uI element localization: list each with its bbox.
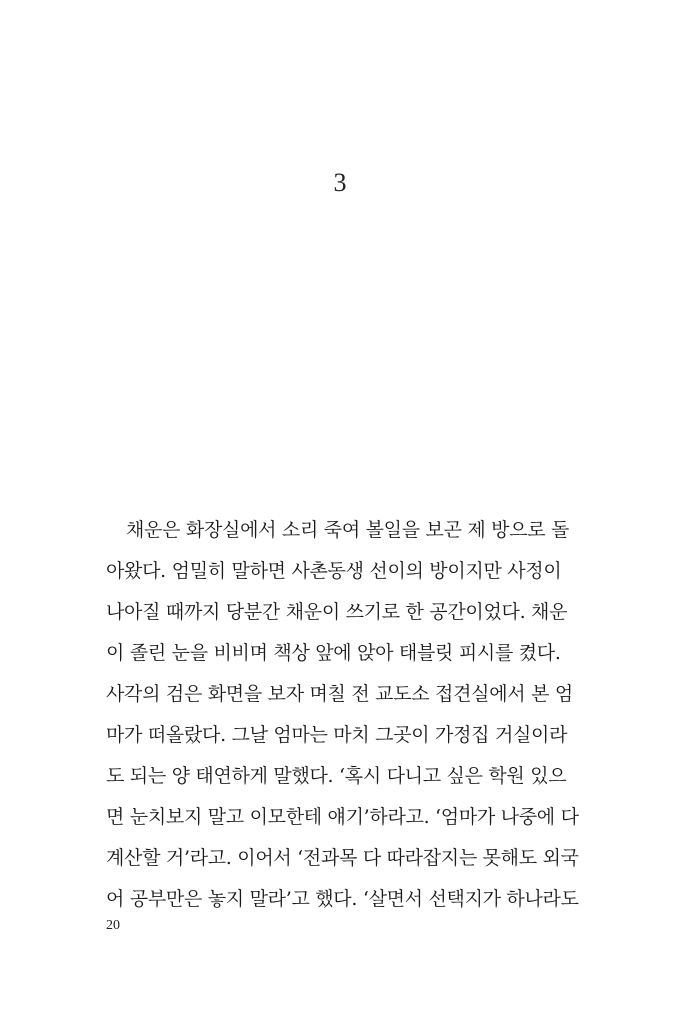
body-text — [106, 510, 579, 920]
text-line: 도 되는 양 태연하게 말했다. ‘혹시 다니고 싶은 학원 있으 — [106, 765, 567, 787]
text-line: 아왔다. 엄밀히 말하면 사촌동생 선이의 방이지만 사정이 — [106, 560, 562, 582]
text-line: 사각의 검은 화면을 보자 며칠 전 교도소 접견실에서 본 엄 — [106, 683, 573, 705]
chapter-number: 3 — [333, 168, 347, 197]
text-line: 면 눈치보지 말고 이모한테 얘기’하라고. ‘엄마가 나중에 다 — [106, 806, 579, 828]
text-line: 계산할 거’라고. 이어서 ‘전과목 다 따라잡지는 못해도 외국 — [106, 847, 579, 869]
text-line: 채운은 화장실에서 소리 죽여 볼일을 보곤 제 방으로 돌 — [126, 519, 570, 541]
page-number: 20 — [106, 918, 120, 933]
text-line: 나아질 때까지 당분간 채운이 쓰기로 한 공간이었다. 채운 — [106, 601, 568, 623]
text-line: 이 졸린 눈을 비비며 책상 앞에 앉아 태블릿 피시를 켰다. — [106, 642, 561, 664]
text-line: 마가 떠올랐다. 그날 엄마는 마치 그곳이 가정집 거실이라 — [106, 724, 568, 746]
text-line: 어 공부만은 놓지 말라’고 했다. ‘살면서 선택지가 하나라도 — [106, 888, 579, 910]
